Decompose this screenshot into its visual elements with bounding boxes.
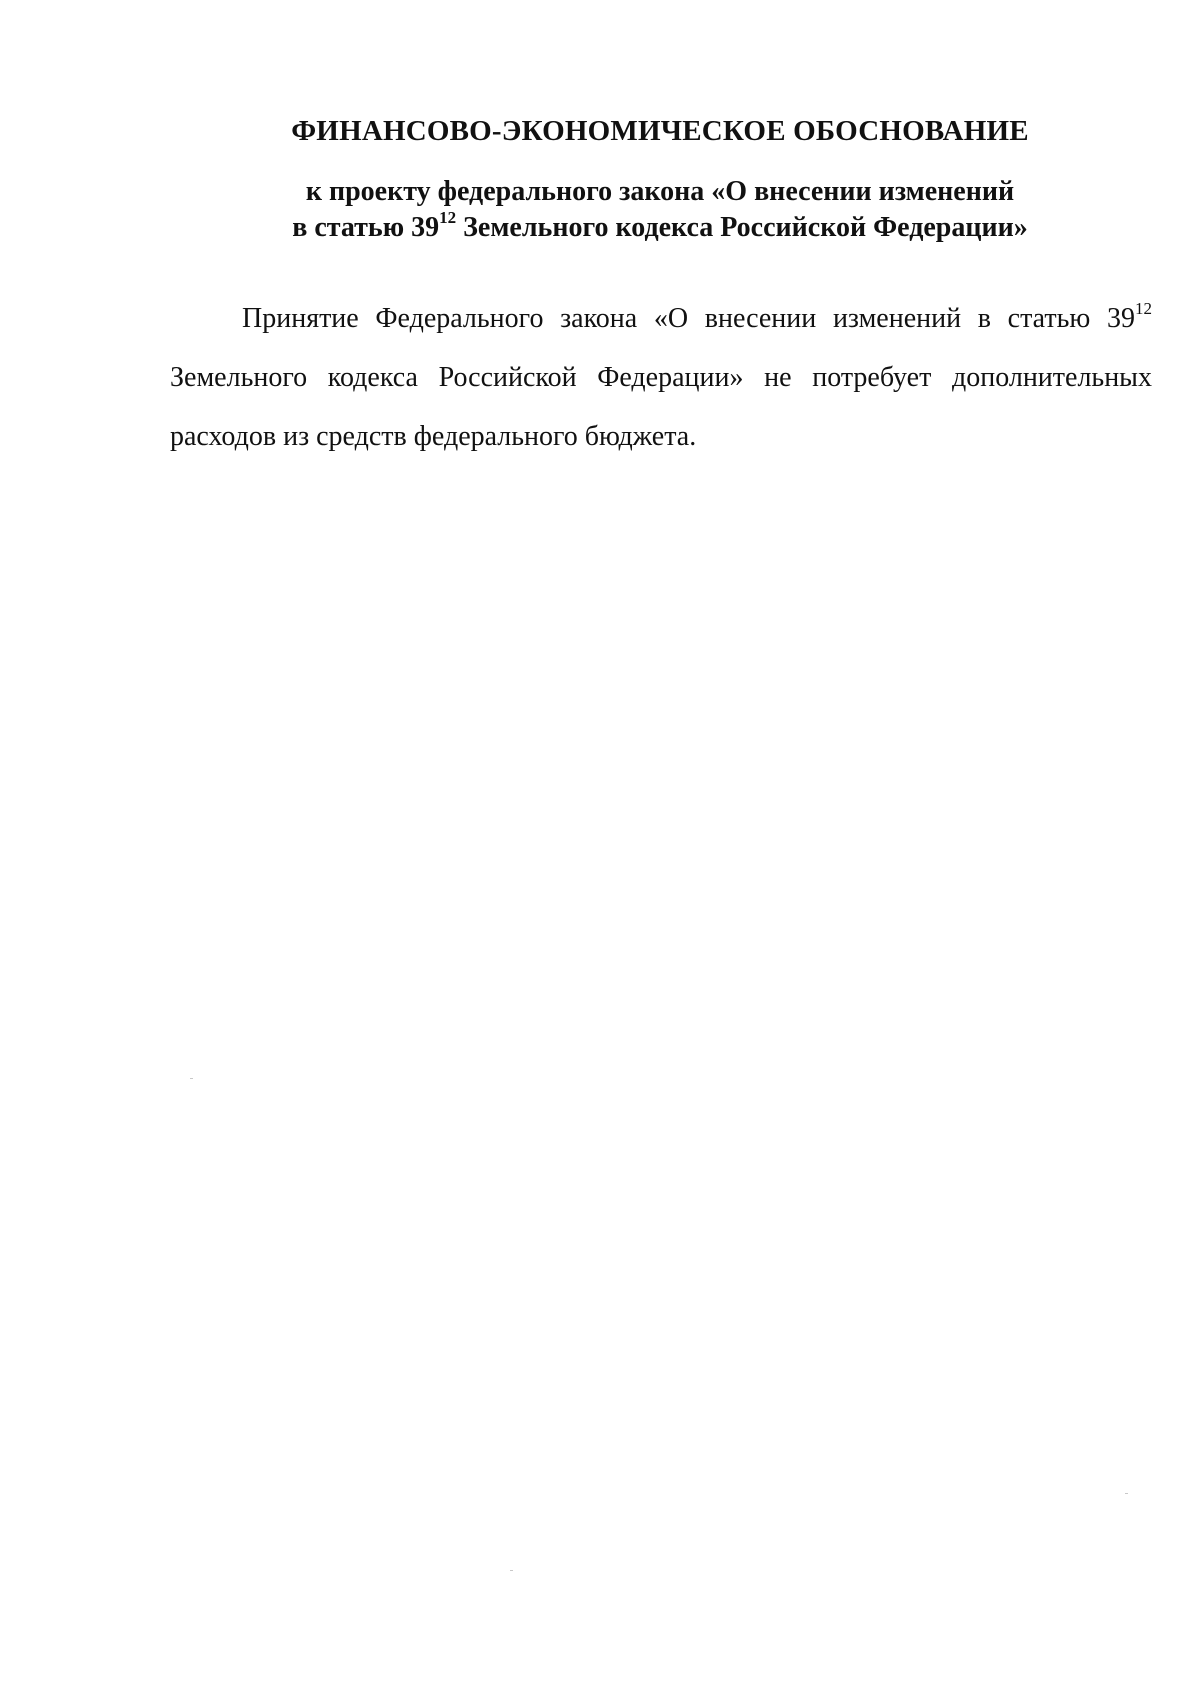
body-line-3: расходов из средств федерального бюджета.: [170, 421, 697, 452]
subtitle-line-1: к проекту федерального закона «О внесении изменений: [305, 176, 1015, 207]
subtitle-line-2-end: Земельного кодекса Российской Федерации»: [456, 212, 1028, 243]
article-number-superscript: 12: [439, 208, 457, 227]
scan-speck: [190, 1078, 193, 1079]
scan-speck: [510, 1570, 513, 1571]
scan-speck: [1125, 1493, 1128, 1494]
body-article-superscript: 12: [1135, 299, 1152, 318]
document-subtitle: [0, 174, 1200, 246]
subtitle-line-2-start: в статью 39: [292, 212, 440, 243]
body-line-1-text: Принятие Федерального закона «О внесении изменений в статью 39: [242, 303, 1135, 334]
subtitle-line-2: [0, 210, 1200, 246]
body-paragraph: [170, 289, 1152, 466]
body-line-2: Земельного кодекса Российской Федерации» не потребует дополнительных: [170, 362, 1152, 393]
body-line-1: [170, 289, 1152, 348]
document-title: ФИНАНСОВО-ЭКОНОМИЧЕСКОЕ ОБОСНОВАНИЕ: [291, 115, 1029, 147]
